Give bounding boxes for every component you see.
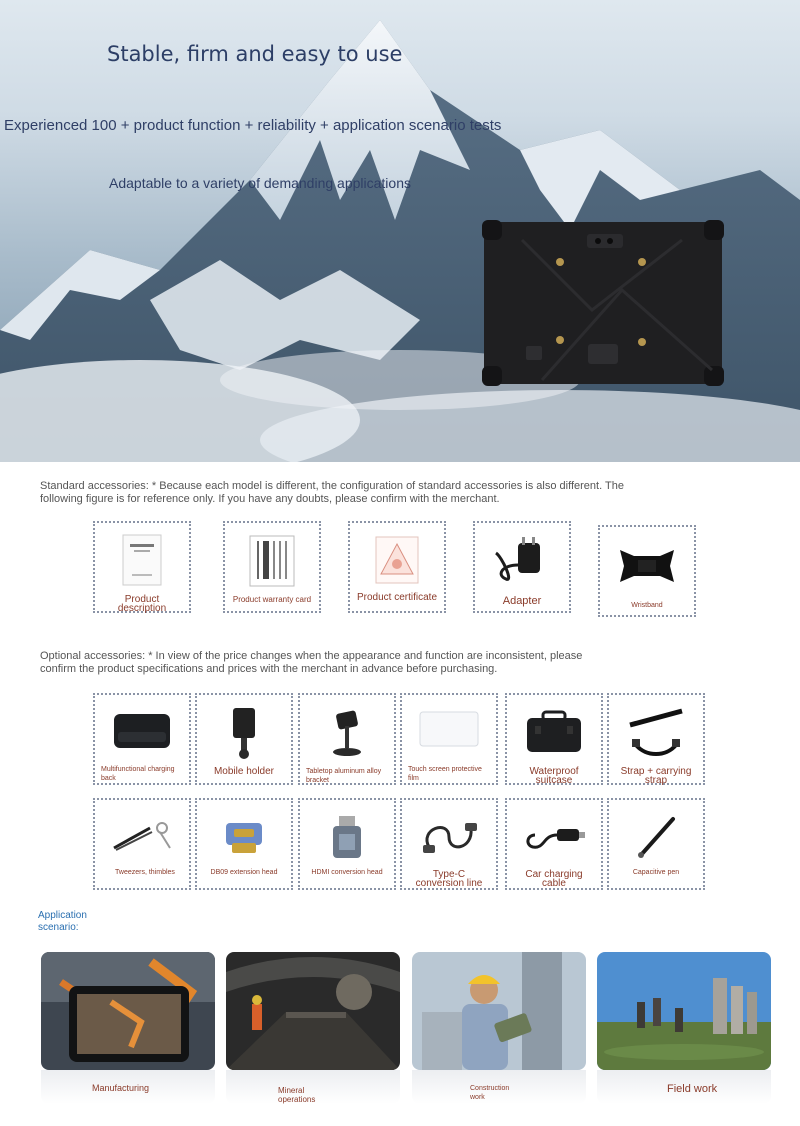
hero-title: Stable, firm and easy to use [107, 42, 403, 66]
accessory-label: Tweezers, thimbles [115, 869, 175, 876]
power-adapter-icon [492, 535, 552, 585]
accessory-label: Touch screen protective film [408, 766, 482, 782]
warranty-card-icon [249, 535, 295, 587]
scene-construction-image [412, 952, 586, 1070]
accessory-label: Tabletop aluminum alloy bracket [306, 768, 382, 784]
wristband-icon [616, 546, 678, 586]
accessory-label: Waterproof suitcase [529, 766, 579, 786]
standard-accessories-note: Standard accessories: * Because each model is different, the configuration of standard accessories is also different. The following figure is for reference only. If you have any doubts, please confirm with the merchant. [40, 480, 624, 505]
certificate-icon [375, 536, 419, 584]
manual-icon [122, 534, 162, 586]
car-charger-icon [523, 819, 585, 855]
accessory-label: Capacitive pen [632, 869, 680, 876]
accessory-mobile-holder [195, 693, 293, 785]
accessory-tweezers [93, 798, 191, 890]
hdmi-adapter-icon [327, 814, 367, 862]
accessory-warranty-card [223, 521, 321, 613]
accessory-product-certificate [348, 521, 446, 613]
charging-dock-icon [112, 710, 172, 752]
mobile-holder-icon [227, 706, 261, 760]
usb-cable-icon [419, 819, 479, 855]
accessory-label: Strap + carrying strap [620, 766, 692, 786]
accessory-label: Product description [117, 594, 167, 614]
stylus-icon [631, 815, 681, 859]
accessory-car-charger [505, 798, 603, 890]
db9-adapter-icon [222, 817, 266, 857]
accessory-label: DB09 extension head [210, 869, 278, 876]
accessory-charging-dock [93, 693, 191, 785]
hero-tagline: Adaptable to a variety of demanding applications [109, 175, 411, 191]
accessory-capacitive-pen [607, 798, 705, 890]
accessory-hdmi-head [298, 798, 396, 890]
application-scenario-title: Application scenario: [38, 910, 87, 933]
scene-label: Field work [667, 1083, 718, 1095]
screen-film-icon [419, 711, 479, 747]
scene-mining-image [226, 952, 400, 1070]
accessory-label: Mobile holder [213, 766, 275, 777]
accessory-type-c-line [400, 798, 498, 890]
scene-fieldwork-image [597, 952, 771, 1070]
scene-label: Mineral operations [278, 1086, 316, 1104]
scene-label: Manufacturing [92, 1083, 150, 1093]
scene-label: Construction work [470, 1085, 510, 1101]
strap-icon [626, 705, 686, 759]
accessory-strap [607, 693, 705, 785]
accessory-waterproof-suitcase [505, 693, 603, 785]
accessory-label: Wristband [631, 602, 663, 609]
accessory-label: Car charging cable [525, 869, 583, 889]
accessory-desk-stand [298, 693, 396, 785]
accessory-label: HDMI conversion head [311, 869, 383, 876]
accessory-label: Product warranty card [232, 595, 312, 604]
accessory-screen-film [400, 693, 498, 785]
scene-manufacturing-image [41, 952, 215, 1070]
hero-banner [0, 0, 800, 462]
suitcase-icon [525, 710, 583, 754]
accessory-wristband [598, 525, 696, 617]
hero-subtitle: Experienced 100 + product function + reliability + application scenario tests [4, 117, 502, 134]
accessory-label: Adapter [502, 595, 542, 607]
optional-accessories-note: Optional accessories: * In view of the price changes when the appearance and function are inconsistent, please confirm the product specifications and prices with the merchant in advance before purchasing. [40, 650, 583, 675]
accessory-product-description [93, 521, 191, 613]
desk-stand-icon [327, 708, 367, 758]
tablet-back-image [482, 220, 724, 386]
accessory-label: Type-C conversion line [415, 869, 483, 889]
tweezers-icon [110, 818, 174, 854]
accessory-adapter [473, 521, 571, 613]
accessory-label: Multifunctional charging back [101, 766, 175, 782]
accessory-label: Product certificate [356, 592, 438, 603]
accessory-db9-head [195, 798, 293, 890]
